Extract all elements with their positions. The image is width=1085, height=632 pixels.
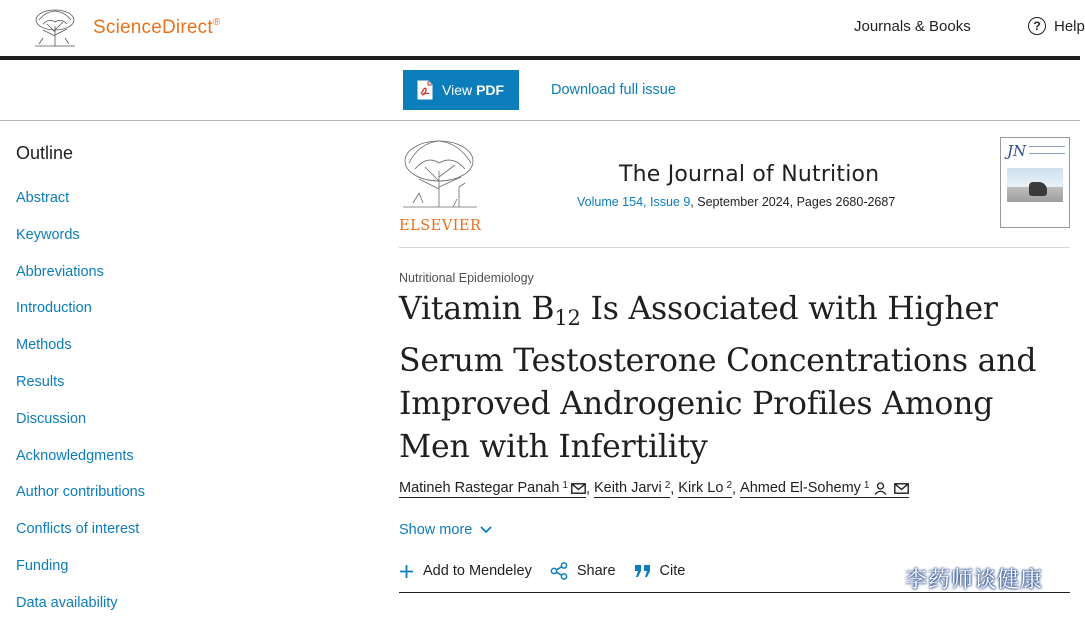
view-pdf-button[interactable]: [403, 70, 519, 110]
top-header: [0, 0, 1085, 57]
author-link[interactable]: Kirk Lo $^2$: [678, 479, 732, 496]
share-icon: [550, 562, 568, 580]
outline-item-results[interactable]: Results: [16, 373, 65, 390]
author-link[interactable]: Keith Jarvi $^2$: [594, 479, 671, 496]
elsevier-logo[interactable]: [399, 137, 482, 234]
cite-button[interactable]: [634, 563, 686, 579]
cover-abbrev: JN: [1007, 142, 1027, 160]
help-circle-icon: ?: [1028, 17, 1046, 35]
share-label: Share: [576, 563, 616, 579]
mail-icon: [571, 483, 586, 494]
help-label: Help: [1054, 17, 1085, 35]
article-type: Nutritional Epidemiology: [399, 271, 534, 285]
pdf-toolbar: [0, 60, 1080, 121]
pdf-label: PDF: [476, 82, 505, 98]
outline-item-author-contributions[interactable]: Author contributions: [16, 484, 145, 501]
elsevier-wordmark: ELSEVIER: [399, 218, 482, 234]
outline-item-funding[interactable]: Funding: [16, 557, 69, 574]
show-more-label: Show more: [399, 522, 473, 538]
journal-cover[interactable]: [1000, 137, 1070, 228]
help-link[interactable]: [1028, 17, 1085, 35]
outline-list: [16, 190, 145, 632]
plus-icon: [399, 564, 414, 579]
author-link[interactable]: Ahmed El-Sohemy $^1$: [740, 480, 909, 498]
outline-item-conflicts-of-interest[interactable]: Conflicts of interest: [16, 521, 140, 538]
elsevier-tree-logo-icon[interactable]: [31, 8, 79, 48]
outline-item-keywords[interactable]: Keywords: [16, 226, 80, 243]
outline-item-discussion[interactable]: Discussion: [16, 410, 87, 427]
view-label: View: [442, 82, 473, 98]
cover-heading-lines: [1029, 146, 1065, 154]
add-to-mendeley-button[interactable]: [399, 563, 532, 579]
article-actions: [399, 562, 703, 580]
journal-title[interactable]: The Journal of Nutrition: [619, 162, 880, 187]
journal-meta: [577, 195, 895, 209]
person-icon: [874, 482, 887, 495]
elsevier-tree-icon: [399, 137, 481, 211]
outline-item-abstract[interactable]: Abstract: [16, 190, 70, 206]
outline-item-acknowledgments[interactable]: Acknowledgments: [16, 447, 134, 464]
share-button[interactable]: [550, 562, 616, 580]
outline-title: Outline: [16, 143, 74, 163]
outline-item-introduction[interactable]: Introduction: [16, 300, 92, 317]
author-list: Matineh Rastegar Panah $^1$ , Keith Jarvi $^2$ , Kirk Lo $^2$ , Ahmed El-Sohemy $^1$: [399, 480, 909, 498]
article-title: Vitamin $B_{12}$ Is Associated with Higher Serum Testosterone Concentrations and Improved Androgenic Profiles Among Men with Infertility: [399, 291, 1037, 465]
author-link[interactable]: Matineh Rastegar Panah $^1$: [399, 480, 586, 498]
cover-photo: [1007, 168, 1063, 202]
watermark: 李药师谈健康: [905, 568, 1044, 593]
outline-item-methods[interactable]: Methods: [16, 337, 72, 354]
sciencedirect-brand[interactable]: ScienceDirect®: [93, 17, 221, 38]
volume-issue-link[interactable]: Volume 154, Issue 9: [577, 195, 691, 209]
download-full-issue-link[interactable]: Download full issue: [551, 82, 676, 98]
date-pages: , September 2024, Pages 2680-2687: [690, 195, 896, 209]
mendeley-label: Add to Mendeley: [423, 563, 532, 579]
mail-icon: [894, 483, 909, 494]
quote-icon: [634, 564, 651, 578]
cite-label: Cite: [659, 563, 686, 579]
outline-item-abbreviations[interactable]: Abbreviations: [16, 263, 104, 280]
pdf-file-icon: [416, 80, 434, 100]
show-more-button[interactable]: [399, 522, 492, 538]
journals-books-link[interactable]: Journals & Books: [854, 18, 971, 35]
chevron-down-icon: [480, 526, 492, 534]
outline-item-data-availability[interactable]: Data availability: [16, 594, 118, 611]
journal-header-divider: [399, 247, 1070, 248]
